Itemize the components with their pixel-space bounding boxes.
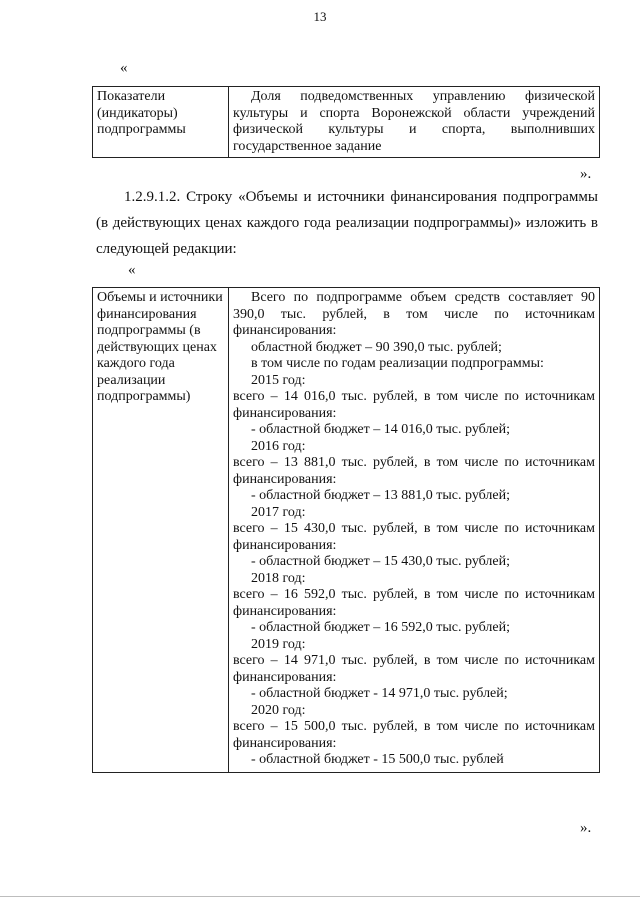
financing-content-cell: [229, 288, 600, 773]
indicators-content-cell: [229, 87, 600, 158]
year-2016-heading: 2016 год:: [251, 438, 306, 454]
amendment-paragraph: [96, 184, 598, 262]
indicators-label-cell: Показатели (индикаторы) подпрограммы: [93, 87, 229, 158]
year-2019-total-line: всего – 14 971,0 тыс. рублей, в том числе по источникам финансирования:: [233, 653, 595, 685]
financing-regional-total-line: областной бюджет – 90 390,0 тыс. рублей;: [251, 339, 502, 355]
year-2016-total-line: всего – 13 881,0 тыс. рублей, в том числе по источникам финансирования:: [233, 455, 595, 487]
year-2020-heading: 2020 год:: [251, 702, 306, 718]
year-2015-heading: 2015 год:: [251, 372, 306, 388]
indicators-content-text: Доля подведомственных управлению физической культуры и спорта Воронежской области учреждений физической культуры и спорта, выполнивших государственное задание: [233, 89, 595, 154]
year-2020-regional-line: - областной бюджет - 15 500,0 тыс. рублей: [251, 752, 504, 767]
year-2018-heading: 2018 год:: [251, 570, 306, 586]
page-bottom-rule: [0, 896, 640, 897]
closing-quote-1: ».: [580, 166, 592, 182]
financing-table: [92, 287, 600, 773]
year-2019-heading: 2019 год:: [251, 636, 306, 652]
closing-quote-2: ».: [580, 820, 592, 836]
year-2016-regional-line: - областной бюджет – 13 881,0 тыс. рублей;: [251, 488, 510, 503]
opening-quote-1: «: [120, 60, 128, 76]
year-2017-heading: 2017 год:: [251, 504, 306, 520]
year-2018-regional-line: - областной бюджет – 16 592,0 тыс. рублей;: [251, 620, 510, 635]
financing-total-line: Всего по подпрограмме объем средств составляет 90 390,0 тыс. рублей, в том числе по источникам финансирования:: [233, 290, 595, 338]
year-2017-total-line: всего – 15 430,0 тыс. рублей, в том числе по источникам финансирования:: [233, 521, 595, 553]
page-number: 13: [313, 9, 327, 24]
financing-label-cell: Объемы и источники финансирования подпрограммы (в действующих ценах каждого года реализации подпрограммы): [93, 288, 229, 773]
opening-quote-2: «: [128, 262, 136, 278]
year-2017-regional-line: - областной бюджет – 15 430,0 тыс. рублей;: [251, 554, 510, 569]
year-2015-total-line: всего – 14 016,0 тыс. рублей, в том числе по источникам финансирования:: [233, 389, 595, 421]
year-2018-total-line: всего – 16 592,0 тыс. рублей, в том числе по источникам финансирования:: [233, 587, 595, 619]
financing-by-years-line: в том числе по годам реализации подпрограммы:: [251, 356, 544, 371]
year-2020-total-line: всего – 15 500,0 тыс. рублей, в том числе по источникам финансирования:: [233, 719, 595, 751]
amendment-paragraph-text: 1.2.9.1.2. Строку «Объемы и источники финансирования подпрограммы (в действующих ценах каждого года реализации подпрограммы)» изложить в следующей редакции:: [96, 189, 598, 257]
indicators-table: [92, 86, 600, 158]
year-2015-regional-line: - областной бюджет – 14 016,0 тыс. рублей;: [251, 422, 510, 437]
year-2019-regional-line: - областной бюджет - 14 971,0 тыс. рублей;: [251, 686, 508, 701]
